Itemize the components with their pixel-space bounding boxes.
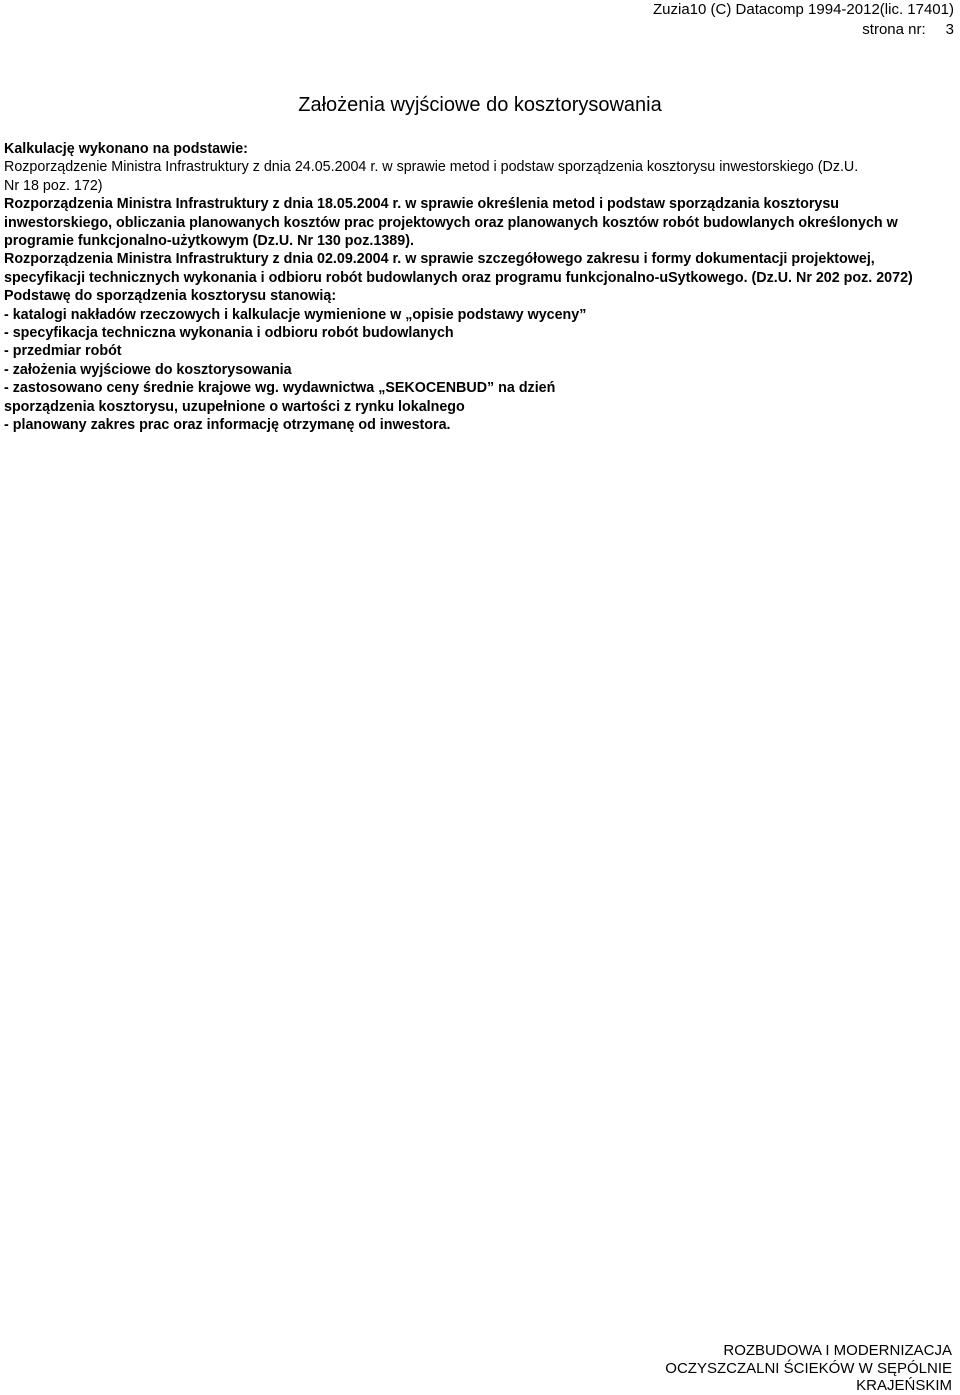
regulation-2-line-2: inwestorskiego, obliczania planowanych kosztów prac projektowych oraz planowanych kosztów robót budowlanych określonych w [4,214,898,231]
intro-line: Kalkulację wykonano na podstawie: [4,141,248,157]
basis-item: - planowany zakres prac oraz informację otrzymanę od inwestora. [4,417,451,434]
basis-heading: Podstawę do sporządzenia kosztorysu stanowią: [4,288,337,305]
basis-item: - katalogi nakładów rzeczowych i kalkulacje wymienione w „opisie podstawy wyceny” [4,306,587,323]
page-footer [665,1342,952,1395]
basis-item: - założenia wyjściowe do kosztorysowania [4,361,292,378]
regulation-3-line-1: Rozporządzenia Ministra Infrastruktury z dnia 02.09.2004 r. w sprawie szczegółowego zakresu i formy dokumentacji projektowej, [4,251,875,268]
project-name-line-1: ROZBUDOWA I MODERNIZACJA [723,1342,952,1359]
regulation-1-line-1: Rozporządzenie Ministra Infrastruktury z dnia 24.05.2004 r. w sprawie metod i podstaw sporządzenia kosztorysu inwestorskiego (Dz.U. [4,159,859,176]
regulation-2-line-1: Rozporządzenia Ministra Infrastruktury z dnia 18.05.2004 r. w sprawie określenia metod i podstaw sporządzania kosztorysu [4,196,840,213]
basis-item-continuation: sporządzenia kosztorysu, uzupełnione o wartości z rynku lokalnego [4,398,465,415]
basis-item: - przedmiar robót [4,343,122,360]
regulation-2-line-3: programie funkcjonalno-użytkowym (Dz.U. Nr 130 poz.1389). [4,233,414,250]
page-number-line [653,20,954,40]
page-number: 3 [945,21,954,38]
regulation-3-line-2: specyfikacji technicznych wykonania i odbioru robót budowlanych oraz programu funkcjonalno-uSytkowego. (Dz.U. Nr 202 poz. 2072) [4,269,913,286]
regulation-1-line-2: Nr 18 poz. 172) [4,177,103,194]
project-name-line-2: OCZYSZCZALNI ŚCIEKÓW W SĘPÓLNIE [665,1359,952,1377]
project-name-line-3: KRAJEŃSKIM [856,1377,952,1394]
basis-item: - zastosowano ceny średnie krajowe wg. wydawnictwa „SEKOCENBUD” na dzień [4,380,556,397]
document-title: Założenia wyjściowe do kosztorysowania [298,94,662,116]
document-body [4,140,954,435]
page-header [653,0,954,40]
basis-item: - specyfikacja techniczna wykonania i odbioru robót budowlanych [4,325,454,342]
page-label: strona nr: [862,21,926,38]
program-info: Zuzia10 (C) Datacomp 1994-2012(lic. 17401) [653,1,954,18]
